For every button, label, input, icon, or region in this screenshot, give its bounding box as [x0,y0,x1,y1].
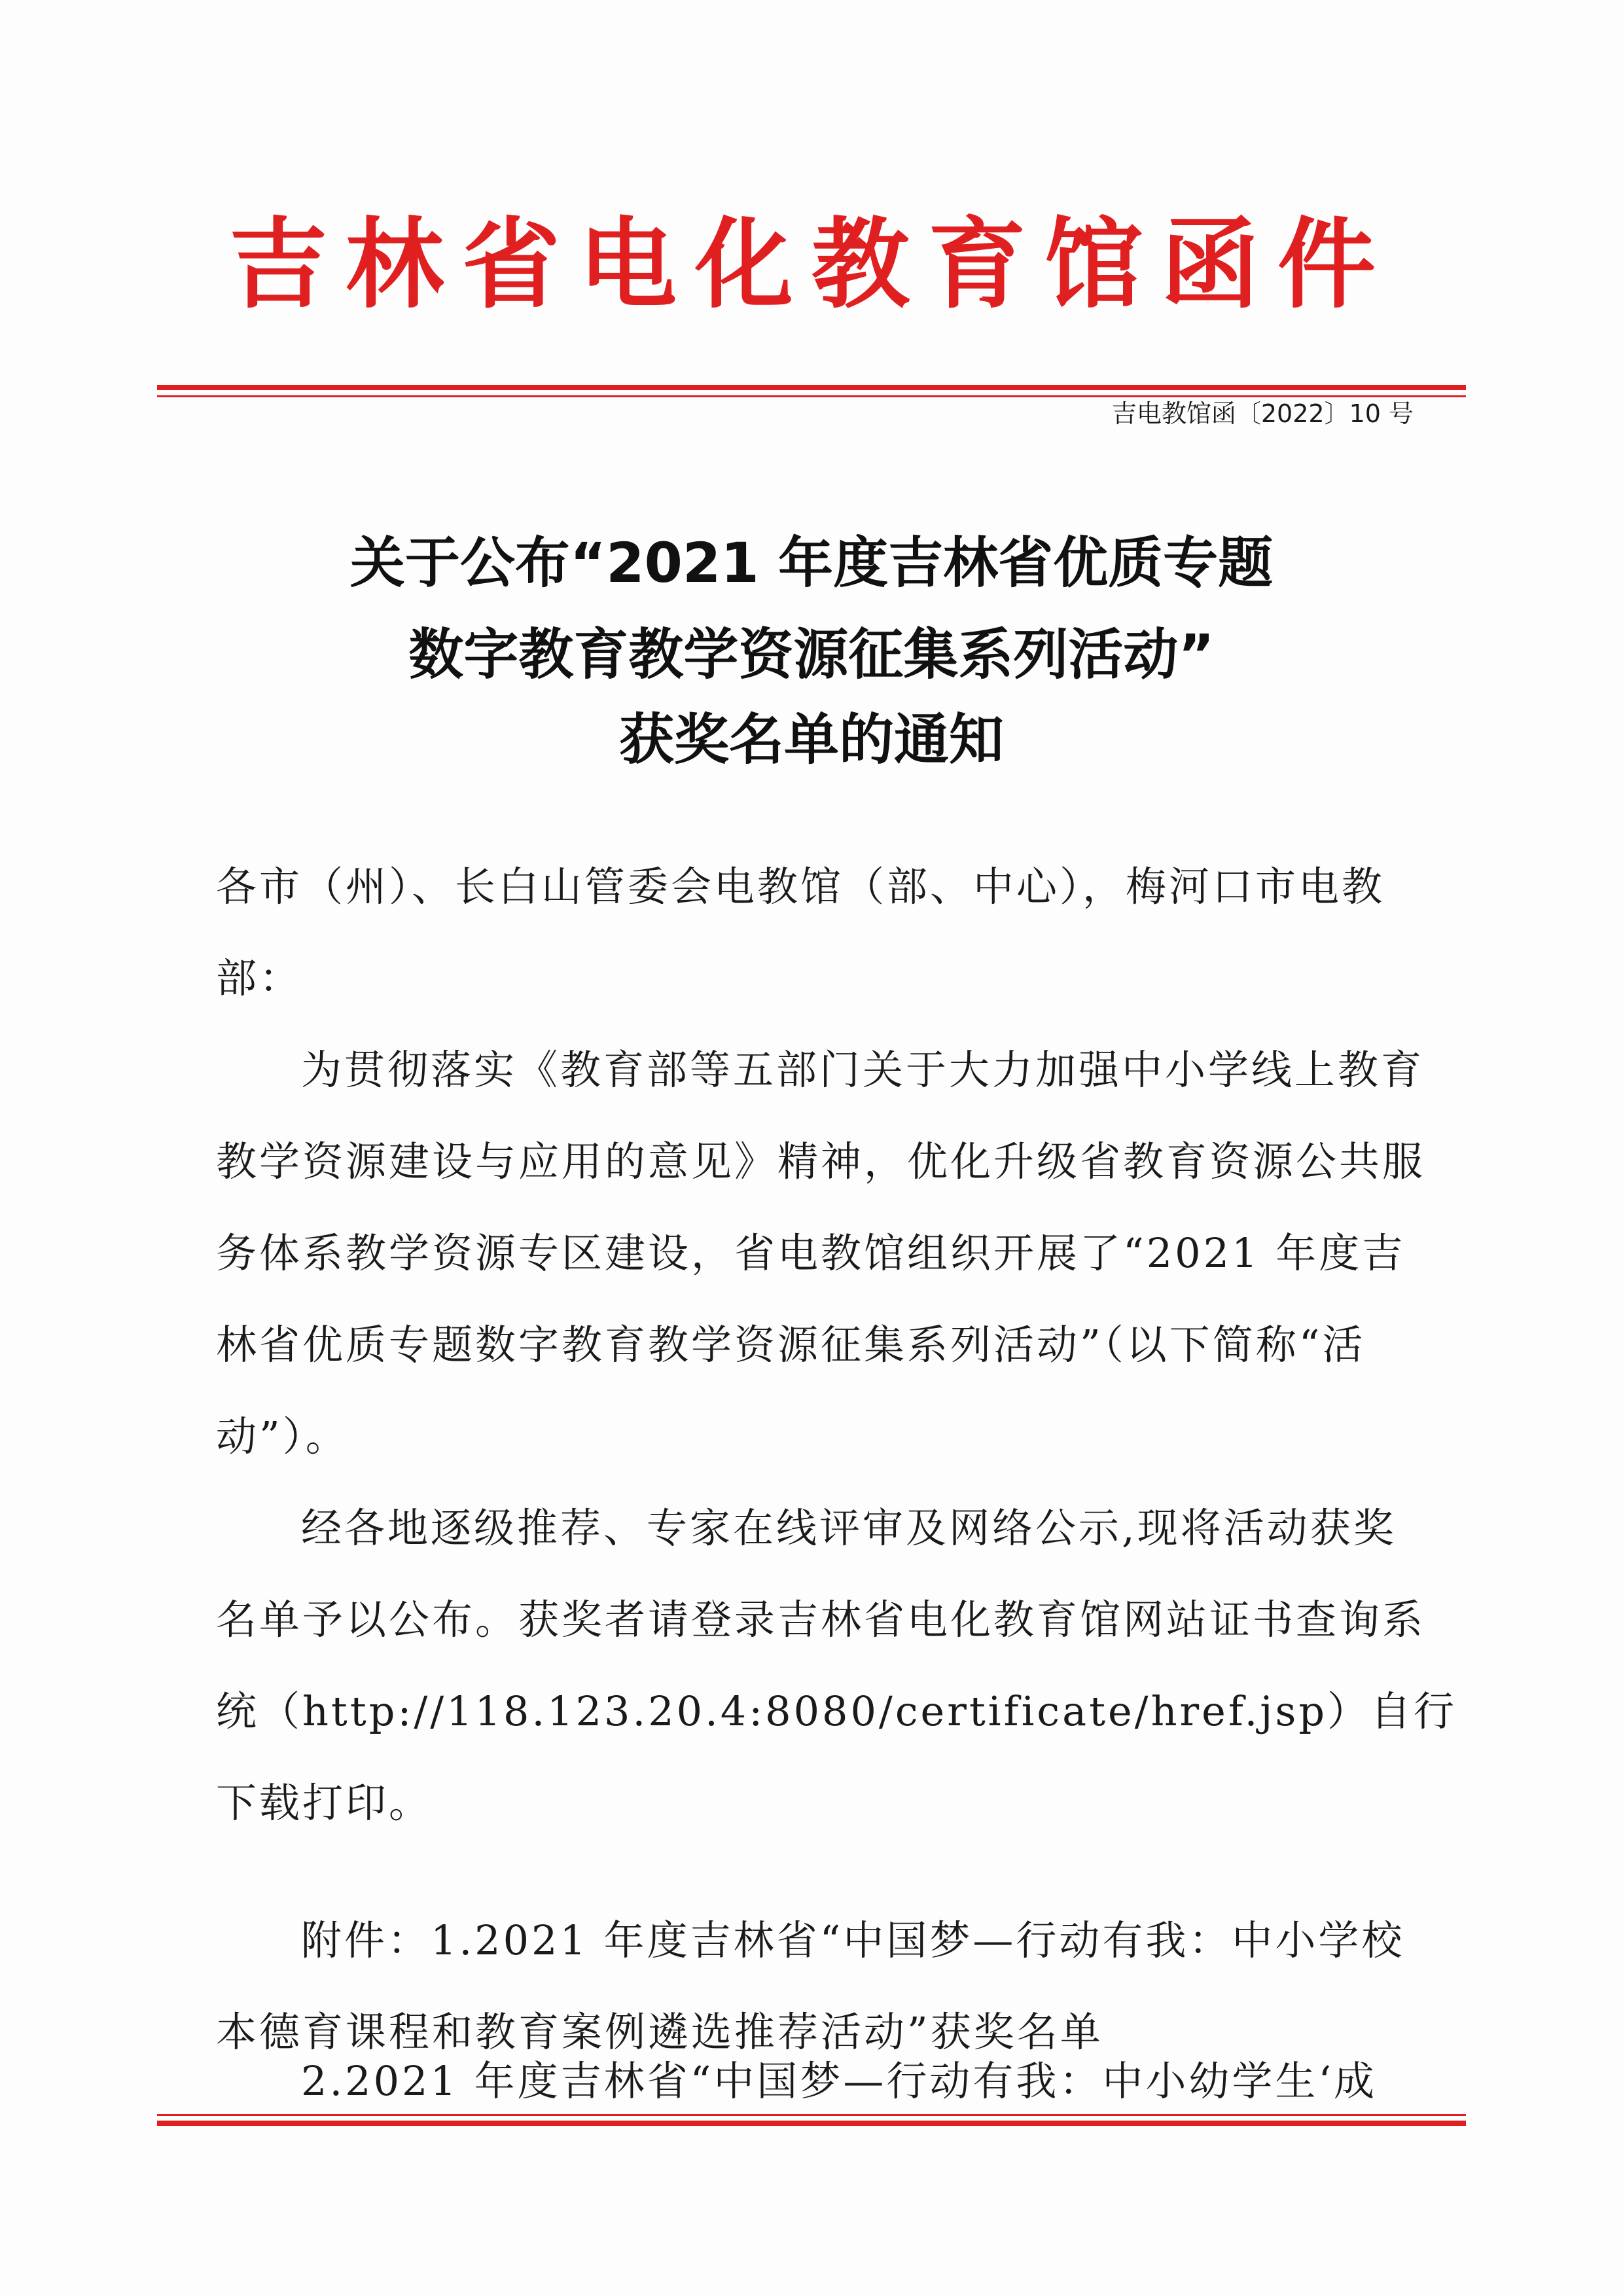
notice-title-line-1: 关于公布“2021 年度吉林省优质专题 [349,531,1274,595]
header-red-rule-thick [157,385,1466,390]
notice-title-line-3: 获奖名单的通知 [618,708,1004,772]
paragraph-2-line-1: 经各地逐级推荐、专家在线评审及网络公示,现将活动获奖 [301,1504,1397,1552]
attachment-2-line-1: 2.2021 年度吉林省“中国梦—行动有我：中小幼学生‘成 [301,2057,1378,2105]
paragraph-2-line-4: 下载打印。 [216,1779,433,1827]
footer-red-rule-thin [157,2114,1466,2116]
salutation-line-2: 部： [216,954,303,1002]
attachment-1-line-2: 本德育课程和教育案例遴选推荐活动”获奖名单 [216,2008,1103,2056]
footer-red-rule-thick [157,2121,1466,2126]
document-number: 吉电教馆函〔2022〕10 号 [1111,399,1414,428]
masthead-title: 吉林省电化教育馆函件 [228,208,1394,322]
paragraph-2-line-2: 名单予以公布。获奖者请登录吉林省电化教育馆网站证书查询系 [216,1596,1426,1643]
paragraph-1-line-3: 务体系教学资源专区建设，省电教馆组织开展了“2021 年度吉 [216,1229,1406,1277]
attachment-1-line-1: 附件：1.2021 年度吉林省“中国梦—行动有我：中小学校 [301,1916,1405,1964]
notice-title-line-2: 数字教育教学资源征集系列活动” [408,622,1215,687]
paragraph-2-line-3: 统（http://118.123.20.4:8080/certificate/href.jsp）自行 [216,1687,1457,1735]
paragraph-1-line-5: 动”）。 [216,1412,349,1460]
header-red-rule-thin [157,395,1466,397]
salutation-line-1: 各市（州）、长白山管委会电教馆（部、中心），梅河口市电教 [216,863,1385,910]
paragraph-1-line-2: 教学资源建设与应用的意见》精神，优化升级省教育资源公共服 [216,1138,1426,1185]
paragraph-1-line-4: 林省优质专题数字教育教学资源征集系列活动”（以下简称“活 [216,1321,1366,1369]
paragraph-1-line-1: 为贯彻落实《教育部等五部门关于大力加强中小学线上教育 [301,1046,1425,1094]
